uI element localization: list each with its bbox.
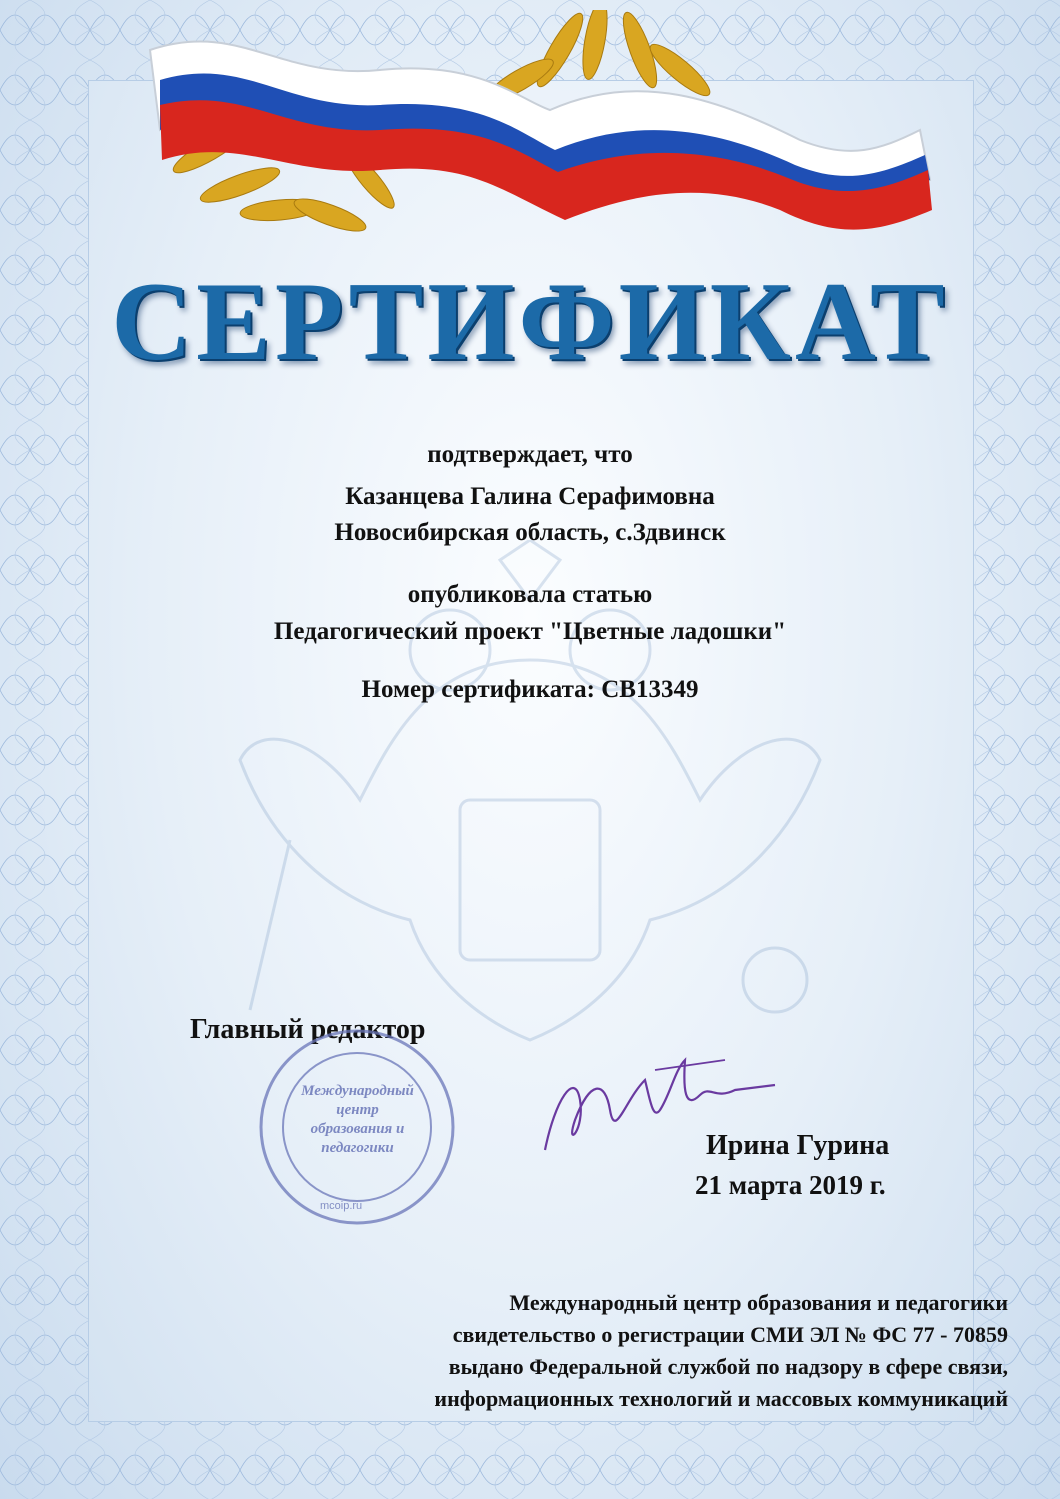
- published-label: опубликовала статью: [407, 581, 653, 608]
- stamp-text: [255, 1082, 460, 1158]
- certificate-number: Номер сертификата: СВ13349: [361, 676, 699, 703]
- flag-ribbon: [120, 10, 940, 260]
- footer-line: Международный центр образования и педагогики: [509, 1290, 1008, 1315]
- signer-name: Ирина Гурина: [706, 1130, 890, 1161]
- footer-line: выдано Федеральной службой по надзору в сфере связи,: [448, 1354, 1008, 1379]
- footer-line: свидетельство о регистрации СМИ ЭЛ № ФС 77 - 70859: [452, 1322, 1008, 1347]
- stamp-line: педагогики: [321, 1140, 394, 1156]
- confirms-text: подтверждает, что: [427, 441, 633, 468]
- article-title: Педагогический проект "Цветные ладошки": [273, 618, 787, 645]
- editor-role: Главный редактор: [190, 1014, 426, 1045]
- stamp-line: образования и: [310, 1121, 405, 1137]
- stamp-line: Международный: [301, 1083, 414, 1099]
- signature-date: 21 марта 2019 г.: [695, 1170, 886, 1200]
- stamp-line: центр: [336, 1102, 379, 1118]
- footer-line: информационных технологий и массовых коммуникаций: [434, 1386, 1008, 1411]
- laurel-right: [482, 10, 715, 108]
- recipient-location: Новосибирская область, с.Здвинск: [334, 519, 726, 546]
- stamp-site: mcoip.ru: [320, 1200, 363, 1212]
- certificate-title: СЕРТИФИКАТ: [111, 260, 949, 384]
- recipient-name: Казанцева Галина Серафимовна: [345, 483, 715, 510]
